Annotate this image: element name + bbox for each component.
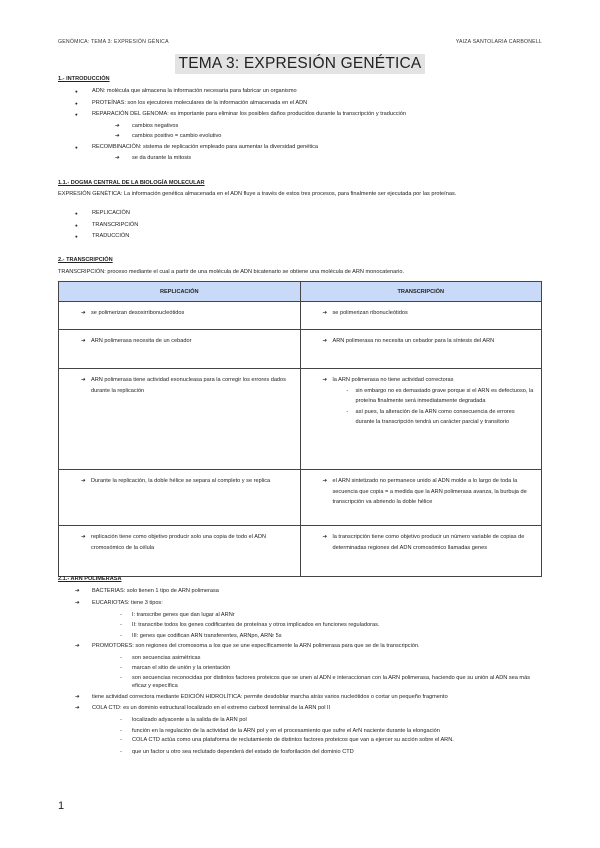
list-item: ● RECOMBINACIÓN: sistema de replicación empleado para aumentar la diversidad genética [58,142,538,154]
list-item: ➔ PROMOTORES: son regiones del cromosoma a los que se une específicamente la ARN polimerasa para que se de la transcripción. [58,641,538,653]
cell-text: ➔ se polimerizan ribonucleótidos [307,308,536,319]
list-item: ● TRANSCRIPCIÓN [58,220,538,232]
header-left: GENÓMICA: TEMA 3: EXPRESIÓN GÉNICA [58,39,169,45]
cell-text: ➔ ARN polimerasa necesita de un cebador [65,336,294,347]
list-subitem: ➔ cambios positivo = cambio evolutivo [58,131,538,142]
cell-text: ➔ ARN polimerasa tiene actividad exonucleasa para la corregir los errores dados durante la replicación [65,375,294,396]
list-subitem: ➔ se da durante la mitosis [58,153,538,164]
list-subitem: - son secuencias reconocidas por distintos factores proteicos que se unen al ADN e interaccionan con la ARN polimerasa, haciendo que su unión al ADN sea más eficaz y específica [58,674,538,691]
arn-pol-list [58,586,538,757]
section-heading-arn-polimerasa: 2.1.- ARN POLIMERASA [58,576,122,582]
section-heading-introduccion: 1.- INTRODUCCIÓN [58,76,110,82]
list-item: ➔ COLA CTD: es un dominio estructural localizado en el extremo carboxil terminal de la ARN pol II [58,703,538,715]
table-cell [300,526,542,577]
table-row [59,330,542,369]
list-item: ➔ BACTERIAS: solo tienen 1 tipo de ARN polimerasa [58,586,538,598]
list-subitem: - III: genes que codifican ARN transferentes, ARNpn, ARNr 5s [58,631,538,642]
section-heading-transcripcion: 2.- TRANSCRIPCIÓN [58,257,113,263]
title-wrap [0,54,600,74]
intro-list [58,86,538,164]
cell-text: ➔ se polimerizan desoxirribonucleótidos [65,308,294,319]
list-subitem: - I: transcribe genes que dan lugar al ARNr [58,610,538,621]
list-subitem: - marcan el sitio de unión y la orientación [58,663,538,674]
table-cell [300,470,542,526]
list-subitem: - función en la regulación de la actividad de la ARN pol y en el procesamiento que sufre el ArN naciente durante la elongación [58,726,538,737]
table-cell [300,330,542,369]
page-number: 1 [58,800,65,812]
list-item: ● REPLICACIÓN [58,208,538,220]
dogma-text: EXPRESIÓN GENÉTICA: La información genética almacenada en el ADN fluye a través de estos tres procesos, para finalmente ser ejecutada por las proteínas. [58,191,457,197]
list-subitem: ➔ cambios negativos [58,121,538,132]
list-subitem: - que un factor u otro sea reclutado dependerá del estado de fosforilación del dominio CTD [58,747,538,758]
table-row [59,526,542,577]
table-header-row [59,282,542,302]
list-item: ➔ tiene actividad correctora mediante EDICIÓN HIDROLÍTICA: permite desdoblar marcha atrás varios nucleótidos o cortar un pequeño fragmento [58,693,538,702]
column-header-transcripcion: TRANSCRIPCIÓN [300,282,542,302]
comparison-table [58,281,542,577]
table-cell [59,526,301,577]
section-heading-dogma: 1.1.- DOGMA CENTRAL DE LA BIOLOGÍA MOLECULAR [58,180,205,186]
table-cell [59,302,301,330]
column-header-replicacion: REPLICACIÓN [59,282,301,302]
table-row [59,369,542,470]
cell-text: ➔ la ARN polimerasa no tiene actividad correctoras [307,375,536,386]
table-row [59,302,542,330]
cell-subitem: - sin embargo no es demasiado grave porque si el ARN es defectuoso, la proteína finalmente será inmediatamente degradada [307,386,536,407]
cell-text: ➔ ARN polimerasa no necesita un cebador para la síntesis del ARN [307,336,536,347]
list-item: ● TRADUCCIÓN [58,231,538,243]
list-item: ● PROTEÍNAS: son los ejecutores moleculares de la información almacenada en el ADN [58,98,538,110]
list-item: ● REPARACIÓN DEL GENOMA: es importante para eliminar los posibles daños producidos durante la transcripción y traducción [58,109,538,121]
list-subitem: - localizado adyacente a la salida de la ARN pol [58,715,538,726]
list-subitem: - son secuencias asimétricas [58,653,538,664]
table-cell [59,330,301,369]
list-subitem: - II: transcribe todos los genes codificantes de proteínas y otros implicados en funciones reguladoras. [58,620,538,631]
page-title: TEMA 3: EXPRESIÓN GENÉTICA [175,54,426,74]
cell-text: ➔ el ARN sintetizado no permanece unido al ADN molde a lo largo de toda la secuencia que copia = a medida que la ARN polimerasa avanza, la burbuja de transcripción va abriendo la doble hélice [307,476,536,508]
cell-subitem: - así pues, la alteración de la ARN como consecuencia de errores durante la transcripción tendrá un carácter parcial y transitorio [307,407,536,428]
dogma-list [58,208,538,243]
list-subitem: - COLA CTD actúa como una plataforma de reclutamiento de distintos factores proteicos que van a ejercer su acción sobre el ARN. [58,736,538,745]
transcripcion-text: TRANSCRIPCIÓN: proceso mediante el cual a partir de una molécula de ADN bicatenario se obtiene una molécula de ARN monocatenario. [58,269,405,275]
table-cell [300,369,542,470]
table-cell [59,369,301,470]
header-right: YAIZA SANTOLARIA CARBONELL [455,39,542,45]
cell-text: ➔ la transcripción tiene como objetivo producir un número variable de copias de determinadas regiones del ADN cromosómico llamadas genes [307,532,536,553]
table-cell [59,470,301,526]
table-row [59,470,542,526]
table-cell [300,302,542,330]
list-item: ● ADN: molécula que almacena la información necesaria para fabricar un organismo [58,86,538,98]
list-item: ➔ EUCARIOTAS: tiene 3 tipos: [58,598,538,610]
cell-text: ➔ Durante la replicación, la doble hélice se separa al completo y se replica [65,476,294,487]
cell-text: ➔ replicación tiene como objetivo producir solo una copia de todo el ADN cromosómico de la célula [65,532,294,553]
